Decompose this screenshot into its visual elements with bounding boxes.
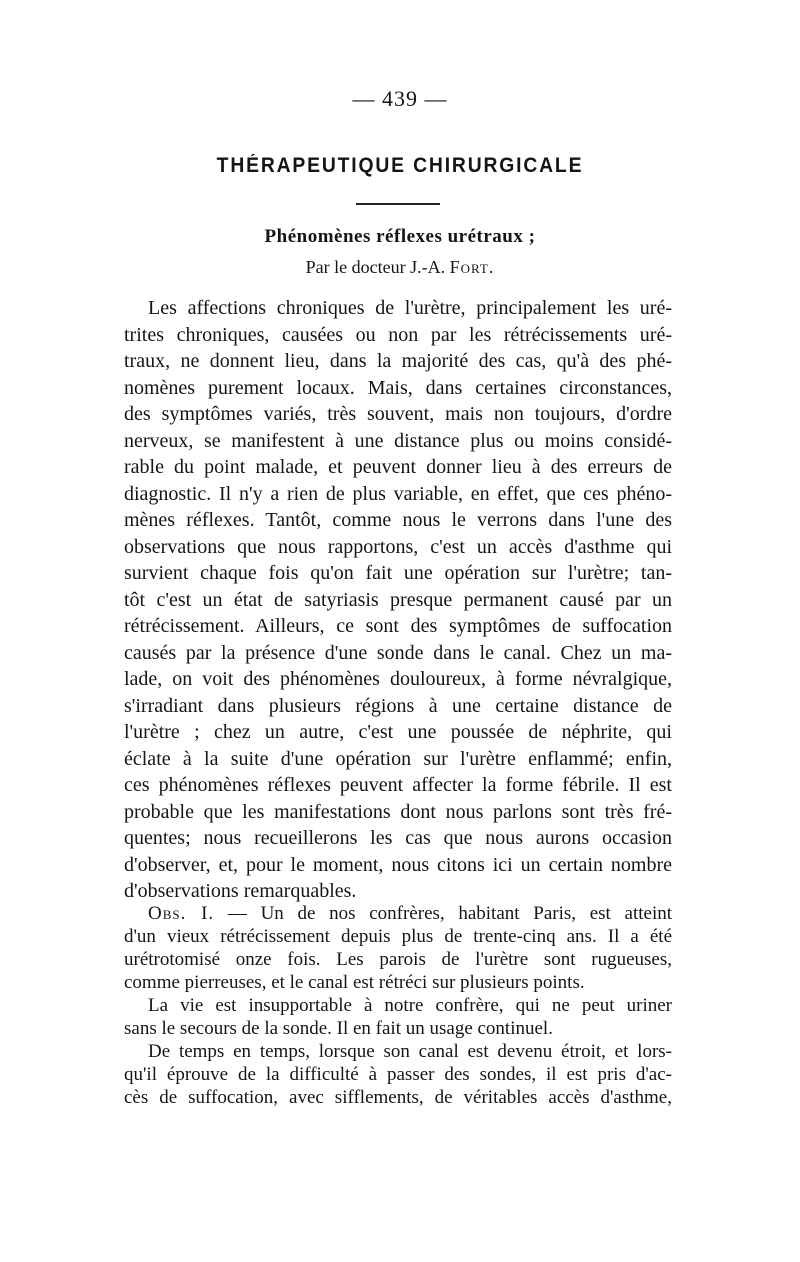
text-line: probable que les manifestations dont nous parlons sont très fré- <box>124 800 672 823</box>
title-divider <box>356 203 440 205</box>
text-line: nomènes purement locaux. Mais, dans certaines circonstances, <box>124 376 672 399</box>
text-line: lade, on voit des phénomènes douloureux, à forme névralgique, <box>124 668 672 690</box>
text-line: nerveux, se manifestent à une distance plus ou moins considé- <box>124 429 672 452</box>
observation-line: urétrotomisé onze fois. Les parois de l'urètre sont rugueuses, <box>124 949 672 970</box>
text-line: des symptômes variés, très souvent, mais non toujours, d'ordre <box>124 403 672 425</box>
author-name: Fort. <box>449 257 495 277</box>
text-line: éclate à la suite d'une opération sur l'urètre enflammé; enfin, <box>124 747 672 770</box>
text-line: s'irradiant dans plusieurs régions à une certaine distance de <box>124 694 672 717</box>
article-title: Phénomènes réflexes urétraux ; <box>264 226 536 247</box>
text-line: d'observer, et, pour le moment, nous citons ici un certain nombre <box>124 853 672 876</box>
text-line: survient chaque fois qu'on fait une opération sur l'urètre; tan- <box>124 562 672 584</box>
text-line: diagnostic. Il n'y a rien de plus variable, en effet, que ces phéno- <box>124 482 672 505</box>
observation-line: comme pierreuses, et le canal est rétréci sur plusieurs points. <box>124 972 585 993</box>
observation-label: Obs. I. <box>148 903 215 924</box>
observation-line: La vie est insupportable à notre confrère, qui ne peut uriner <box>148 995 672 1016</box>
text-line: mènes réflexes. Tantôt, comme nous le verrons dans l'une des <box>124 509 672 531</box>
text-line: d'observations remarquables. <box>124 880 357 902</box>
text-line: rétrécissement. Ailleurs, ce sont des symptômes de suffocation <box>124 615 672 637</box>
text-line: Les affections chroniques de l'urètre, principalement les uré- <box>148 297 672 319</box>
text-line: l'urètre ; chez un autre, c'est une poussée de néphrite, qui <box>124 721 672 743</box>
byline-prefix: Par le docteur J.-A. <box>305 257 450 277</box>
text-line: traux, ne donnent lieu, dans la majorité des cas, qu'à des phé- <box>124 350 672 372</box>
observation-line: De temps en temps, lorsque son canal est devenu étroit, et lors- <box>148 1041 672 1062</box>
text-line: quentes; nous recueillerons les cas que nous aurons occasion <box>124 827 672 849</box>
observation-line: d'un vieux rétrécissement depuis plus de trente-cinq ans. Il a été <box>124 926 672 947</box>
observation-line: cès de suffocation, avec sifflements, de véritables accès d'asthme, <box>124 1087 672 1108</box>
section-title: THÉRAPEUTIQUE CHIRURGICALE <box>216 154 584 177</box>
byline <box>0 257 800 278</box>
text-line: observations que nous rapportons, c'est un accès d'asthme qui <box>124 535 672 558</box>
text-line: causés par la présence d'une sonde dans le canal. Chez un ma- <box>124 641 672 664</box>
text-line: rable du point malade, et peuvent donner lieu à des erreurs de <box>124 456 672 478</box>
observation-line: qu'il éprouve de la difficulté à passer des sondes, il est pris d'ac- <box>124 1064 672 1085</box>
text-line: trites chroniques, causées ou non par les rétrécissements uré- <box>124 323 672 346</box>
observation-line: sans le secours de la sonde. Il en fait un usage continuel. <box>124 1018 553 1039</box>
page-number: — 439 — <box>352 86 448 111</box>
observation-line: Obs. I. — Un de nos confrères, habitant Paris, est atteint <box>148 903 672 924</box>
text-line: ces phénomènes réflexes peuvent affecter la forme fébrile. Il est <box>124 774 672 796</box>
text-line: tôt c'est un état de satyriasis presque permanent causé par un <box>124 588 672 611</box>
